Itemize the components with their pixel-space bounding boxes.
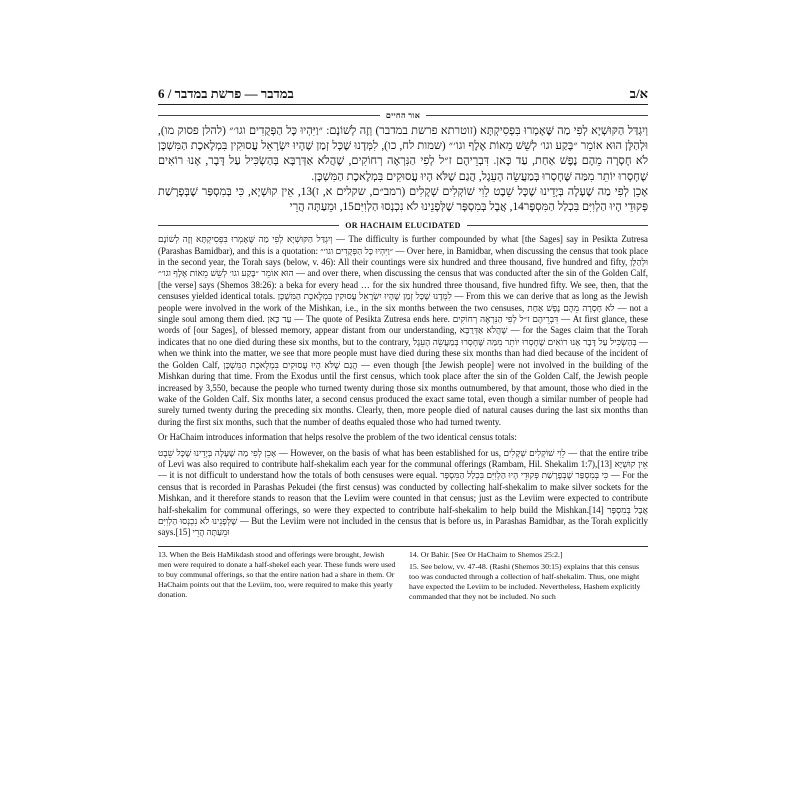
divider-line xyxy=(158,225,339,226)
hebrew-paragraph: אָכֵן לְפִי מַה שֶׁעָלָה בְּיָדֵינוּ שֶׁכָּל שֵׁבֶט לֵוִי שׁוֹקְלִים שְׁקָלִים (רמב״ם, שקלים א, ז)13, אֵין קוּשְׁיָא, כִּי בְּמִסְפַּר שֶׁבְּפָרָשַׁת פְּקוּדֵי הָיוּ הַלְוִיִּם בִּכְלַל הַמִּסְפָּר14, אֲבָל בְּמִסְפָּר שֶׁלְּפָנֵינוּ לֹא נִכְנְסוּ הַלְוִיִּם15, וּמֵעַתָּה הֲרֵי xyxy=(158,185,649,214)
book-page xyxy=(158,86,648,604)
hebrew-paragraph: וְיִגְדַּל הַקּוּשְׁיָא לְפִי מַה שֶּׁאָמְרוּ בִּפְסִיקְתָּא (זוטרתא פרשת במדבר) וְזֶה לְשׁוֹנָם: ״וַיִּהְיוּ כָּל הַפְּקֻדִים וגו׳״ (להלן פסוק מו), וּלְהַלָּן הוּא אוֹמֵר ״בֶּקַע וגו׳ לְשֵׁשׁ מֵאוֹת אֶלֶף וגו׳״ (שמות לח, כו), לִמְּדָנוּ שֶׁכָּל זְמַן שֶׁהָיוּ יִשְׂרָאֵל עֲסוּקִין בִּמְלֶאכֶת הַמִּשְׁכָּן לֹא חָסְרָה מֵהֶם נֶפֶשׁ אַחַת, עַד כָּאן. דִּבְרֵיהֶם ז״ל לְפִי הַנִּרְאֶה רְחוֹקִים, שֶׁהֲלֹא אַדְּרַבָּא בְּהַשְׂכִּיל עַל דָּבָר, אָנוּ רוֹאִים שֶׁחָסְרוּ יוֹתֵר מִמַּה שֶּׁחָסְרוּ בְּמַעֲשֵׂה הָעֵגֶל, הֲגַם שֶׁלֹּא הָיוּ עֲסוּקִים בִּמְלֶאכֶת הַמִּשְׁכָּן. xyxy=(158,125,648,183)
elucidation-paragraph: Or HaChaim introduces information that helps resolve the problem of the two identical census totals: xyxy=(158,432,517,443)
elucidation-text-block xyxy=(158,234,648,539)
footnote: 15. See below, vv. 47-48. (Rashi (Shemos 30:15) explains that this census too was conducted through a collection of half-shekalim. Thus, one might have expected the Leviim to be included. Nevertheless, Hashem explicitly commanded that they not be included. No such xyxy=(409,561,641,601)
running-header xyxy=(158,86,648,105)
divider-line xyxy=(158,115,380,116)
divider-line xyxy=(467,225,648,226)
footnote: 13. When the Beis HaMikdash stood and offerings were brought, Jewish men were required to donate a half-shekel each year. These funds were used to buy communal offerings, so that the entire nation had a share in them. Or HaChaim points out that the Leviim, too, were required to make this yearly donation. xyxy=(158,549,396,599)
elucidation-paragraph: וְיִגְדַּל הַקּוּשְׁיָא לְפִי מַה שֶּׁאָמְרוּ בִּפְסִיקְתָּא וְזֶה לְשׁוֹנָם — The difficulty is further compounded by what [the Sages] say in Pesikta Zutresa (Parashas Bamidbar), and this is a quotation: ״וַיִּהְיוּ כָּל הַפְּקֻדִים וגו׳״ — Over here, in Bamidbar, when discussing the census that took place in the second year, the Torah says (below, v. 46): All their countings were six hundred and three thousand, five hundred and fifty, וּלְהַלָּן הוּא אוֹמֵר ״בֶּקַע וגו׳ לְשֵׁשׁ מֵאוֹת אֶלֶף וגו׳״ — and over there, when discussing the census that was conducted after the sin of the Golden Calf, [the verse] says (Shemos 38:26): a beka for every head … for the six hundred three thousand, five hundred fifty. We see, then, that the censuses yielded identical totals. לִמְּדָנוּ שֶׁכָּל זְמַן שֶׁהָיוּ יִשְׂרָאֵל עֲסוּקִין בִּמְלֶאכֶת הַמִּשְׁכָּן — From this we can derive that as long as the Jewish people were involved in the work of the Mishkan, i.e., in the six months between the two censuses, לֹא חָסְרָה מֵהֶם נֶפֶשׁ אַחַת — not a single soul among them died. עַד כָּאן — The quote of Pesikta Zutresa ends here. דִּבְרֵיהֶם ז״ל לְפִי הַנִּרְאֶה רְחוֹקִים — At first glance, these words of [our Sages], of blessed memory, appear distant from our understanding, שֶׁהֲלֹא אַדְּרַבָּא — for the Sages claim that the Torah indicates that no one died during these six months, but to the contrary, בְּהַשְׂכִּיל עַל דָּבָר אָנוּ רוֹאִים שֶׁחָסְרוּ יוֹתֵר מִמַּה שֶּׁחָסְרוּ בְּמַעֲשֵׂה הָעֵגֶל — when we think into the matter, we see that more people must have died during these six months than had died because of the incident of the Golden Calf, הֲגַם שֶׁלֹּא הָיוּ עֲסוּקִים בִּמְלֶאכֶת הַמִּשְׁכָּן — even though [the Jewish people] were not involved in the building of the Mishkan during that time. From the Exodus until the first census, which took place after the sin of the Golden Calf, the Jewish people increased by 3,550, because the people who turned twenty during those six months outnumbered, by that amount, those who died in the wake of the Golden Calf. Six months later, a second census produced the exact same total, even though a similar number of people had surely turned twenty during the preceding six months. Clearly, then, more people died of natural causes during the last six months than during the first six months, such that the number of deaths equaled those who had turned twenty. xyxy=(158,234,649,427)
english-section-title: OR HACHAIM ELUCIDATED xyxy=(345,221,461,231)
footnotes-left-column xyxy=(158,550,397,604)
english-section-divider xyxy=(158,221,648,230)
footnotes xyxy=(158,546,648,604)
footnotes-right-column xyxy=(409,550,648,604)
hebrew-section-title: אור החיים xyxy=(385,111,421,120)
running-head-left: 6 / במדבר — פרשת במדבר xyxy=(158,86,294,101)
elucidation-paragraph: אָכֵן לְפִי מַה שֶׁעָלָה בְּיָדֵינוּ שֶׁכָּל שֵׁבֶט — However, on the basis of what has been established for us, לֵוִי שׁוֹקְלִים שְׁקָלִים — that the entire tribe of Levi was also required to contribute half-shekalim each year for the communal offerings (Rambam, Hil. Shekalim 1:7),[13] אֵין קוּשְׁיָא — it is not difficult to understand how the totals of both censuses were equal. כִּי בְּמִסְפַּר שֶׁבְּפָרָשַׁת פְּקוּדֵי הָיוּ הַלְוִיִּם בִּכְלַל הַמִּסְפָּר — For the census that is recorded in Parashas Pekudei (the first census) was conducted by collecting half-shekalim to make silver sockets for the Mishkan, and it therefore stands to reason that the Leviim were counted in that census; just as the Leviim were expected to contribute half-shekalim for communal offerings, so were they expected to contribute half-shekalim to help build the Mishkan.[14] אֲבָל בְּמִסְפָּר שֶׁלְּפָנֵינוּ לֹא נִכְנְסוּ הַלְוִיִּם — But the Leviim were not included in the census that is before us, in Parashas Bamidbar, as the Torah explicitly says.[15] וּמֵעַתָּה הֲרֵי xyxy=(158,447,649,538)
divider-line xyxy=(426,115,648,116)
hebrew-text-block xyxy=(158,124,648,215)
running-head-right: א/ב xyxy=(629,86,648,101)
hebrew-section-divider xyxy=(158,111,648,120)
footnote: 14. Or Bahir. [See Or HaChaim to Shemos 25:2.] xyxy=(409,549,563,559)
